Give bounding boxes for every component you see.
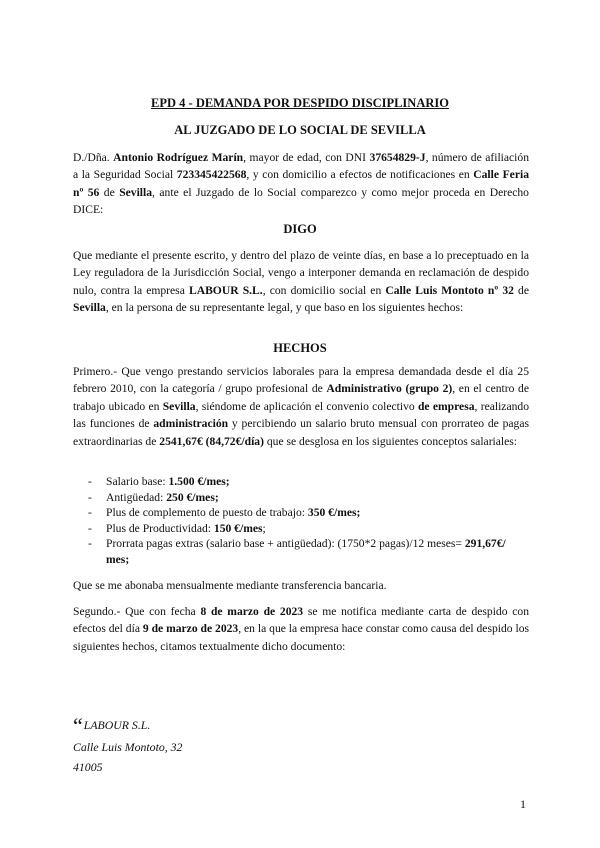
page-number: 1 [520,797,526,811]
digo-heading: DIGO [283,222,317,236]
list-item: - Plus de complemento de puesto de trabajo: 350 €/mes; [88,505,528,521]
quote-line: “LABOUR S.L. [73,713,151,738]
list-item: - Prorrata pagas extras (salario base + antigüedad): (1750*2 pagas)/12 meses= 291,67€/ mes; [88,536,528,567]
intro-paragraph: D./Dña. Antonio Rodríguez Marín, mayor de edad, con DNI 37654829-J, número de afiliación a la Seguridad Social 723345422568, y con domicilio a efectos de notificaciones en Calle Feria nº 56 de Sevilla, ante el Juzgado de lo Social comparezco y como mejor proceda en Derecho DICE: [73,151,529,217]
document-title: EPD 4 - DEMANDA POR DESPIDO DISCIPLINARIO [151,96,449,110]
list-item: - Salario base: 1.500 €/mes; [88,474,528,490]
list-item: - Antigüedad: 250 €/mes; [88,490,528,506]
segundo-paragraph: Segundo.- Que con fecha 8 de marzo de 2023 se me notifica mediante carta de despido con efectos del día 9 de marzo de 2023, en la que la empresa hace constar como causa del despido los siguientes hechos, citamos textualmente dicho documento: [73,605,529,653]
open-quote-mark: “ [73,713,83,738]
primero-paragraph: Primero.- Que vengo prestando servicios laborales para la empresa demandada desde el día 25 febrero 2010, con la categoría / grupo profesional de Administrativo (grupo 2), en el centro de trabajo ubicado en Sevilla, siéndome de aplicación el convenio colectivo de empresa, realizando las funciones de administración y percibiendo un salario bruto mensual con prorrateo de pagas extraordinarias de 2541,67€ (84,72€/día) que se desglosa en los siguientes conceptos salariales: [73,365,529,448]
court-heading: AL JUZGADO DE LO SOCIAL DE SEVILLA [174,123,426,137]
quoted-letter [73,715,182,778]
payment-note: Que se me abonaba mensualmente mediante transferencia bancaria. [73,579,387,592]
quote-line: Calle Luis Montoto, 32 [73,739,183,754]
quote-line: 41005 [73,760,103,774]
digo-paragraph: Que mediante el presente escrito, y dentro del plazo de veinte días, en base a lo preceptuado en la Ley reguladora de la Jurisdicción Social, vengo a interponer demanda en reclamación de despido nulo, contra la empresa LABOUR S.L., con domicilio social en Calle Luis Montoto nº 32 de Sevilla, en la persona de su representante legal, y que baso en los siguientes hechos: [73,249,529,315]
list-item: - Plus de Productividad: 150 €/mes; [88,521,528,537]
salary-list [88,474,528,567]
hechos-heading: HECHOS [273,341,327,355]
